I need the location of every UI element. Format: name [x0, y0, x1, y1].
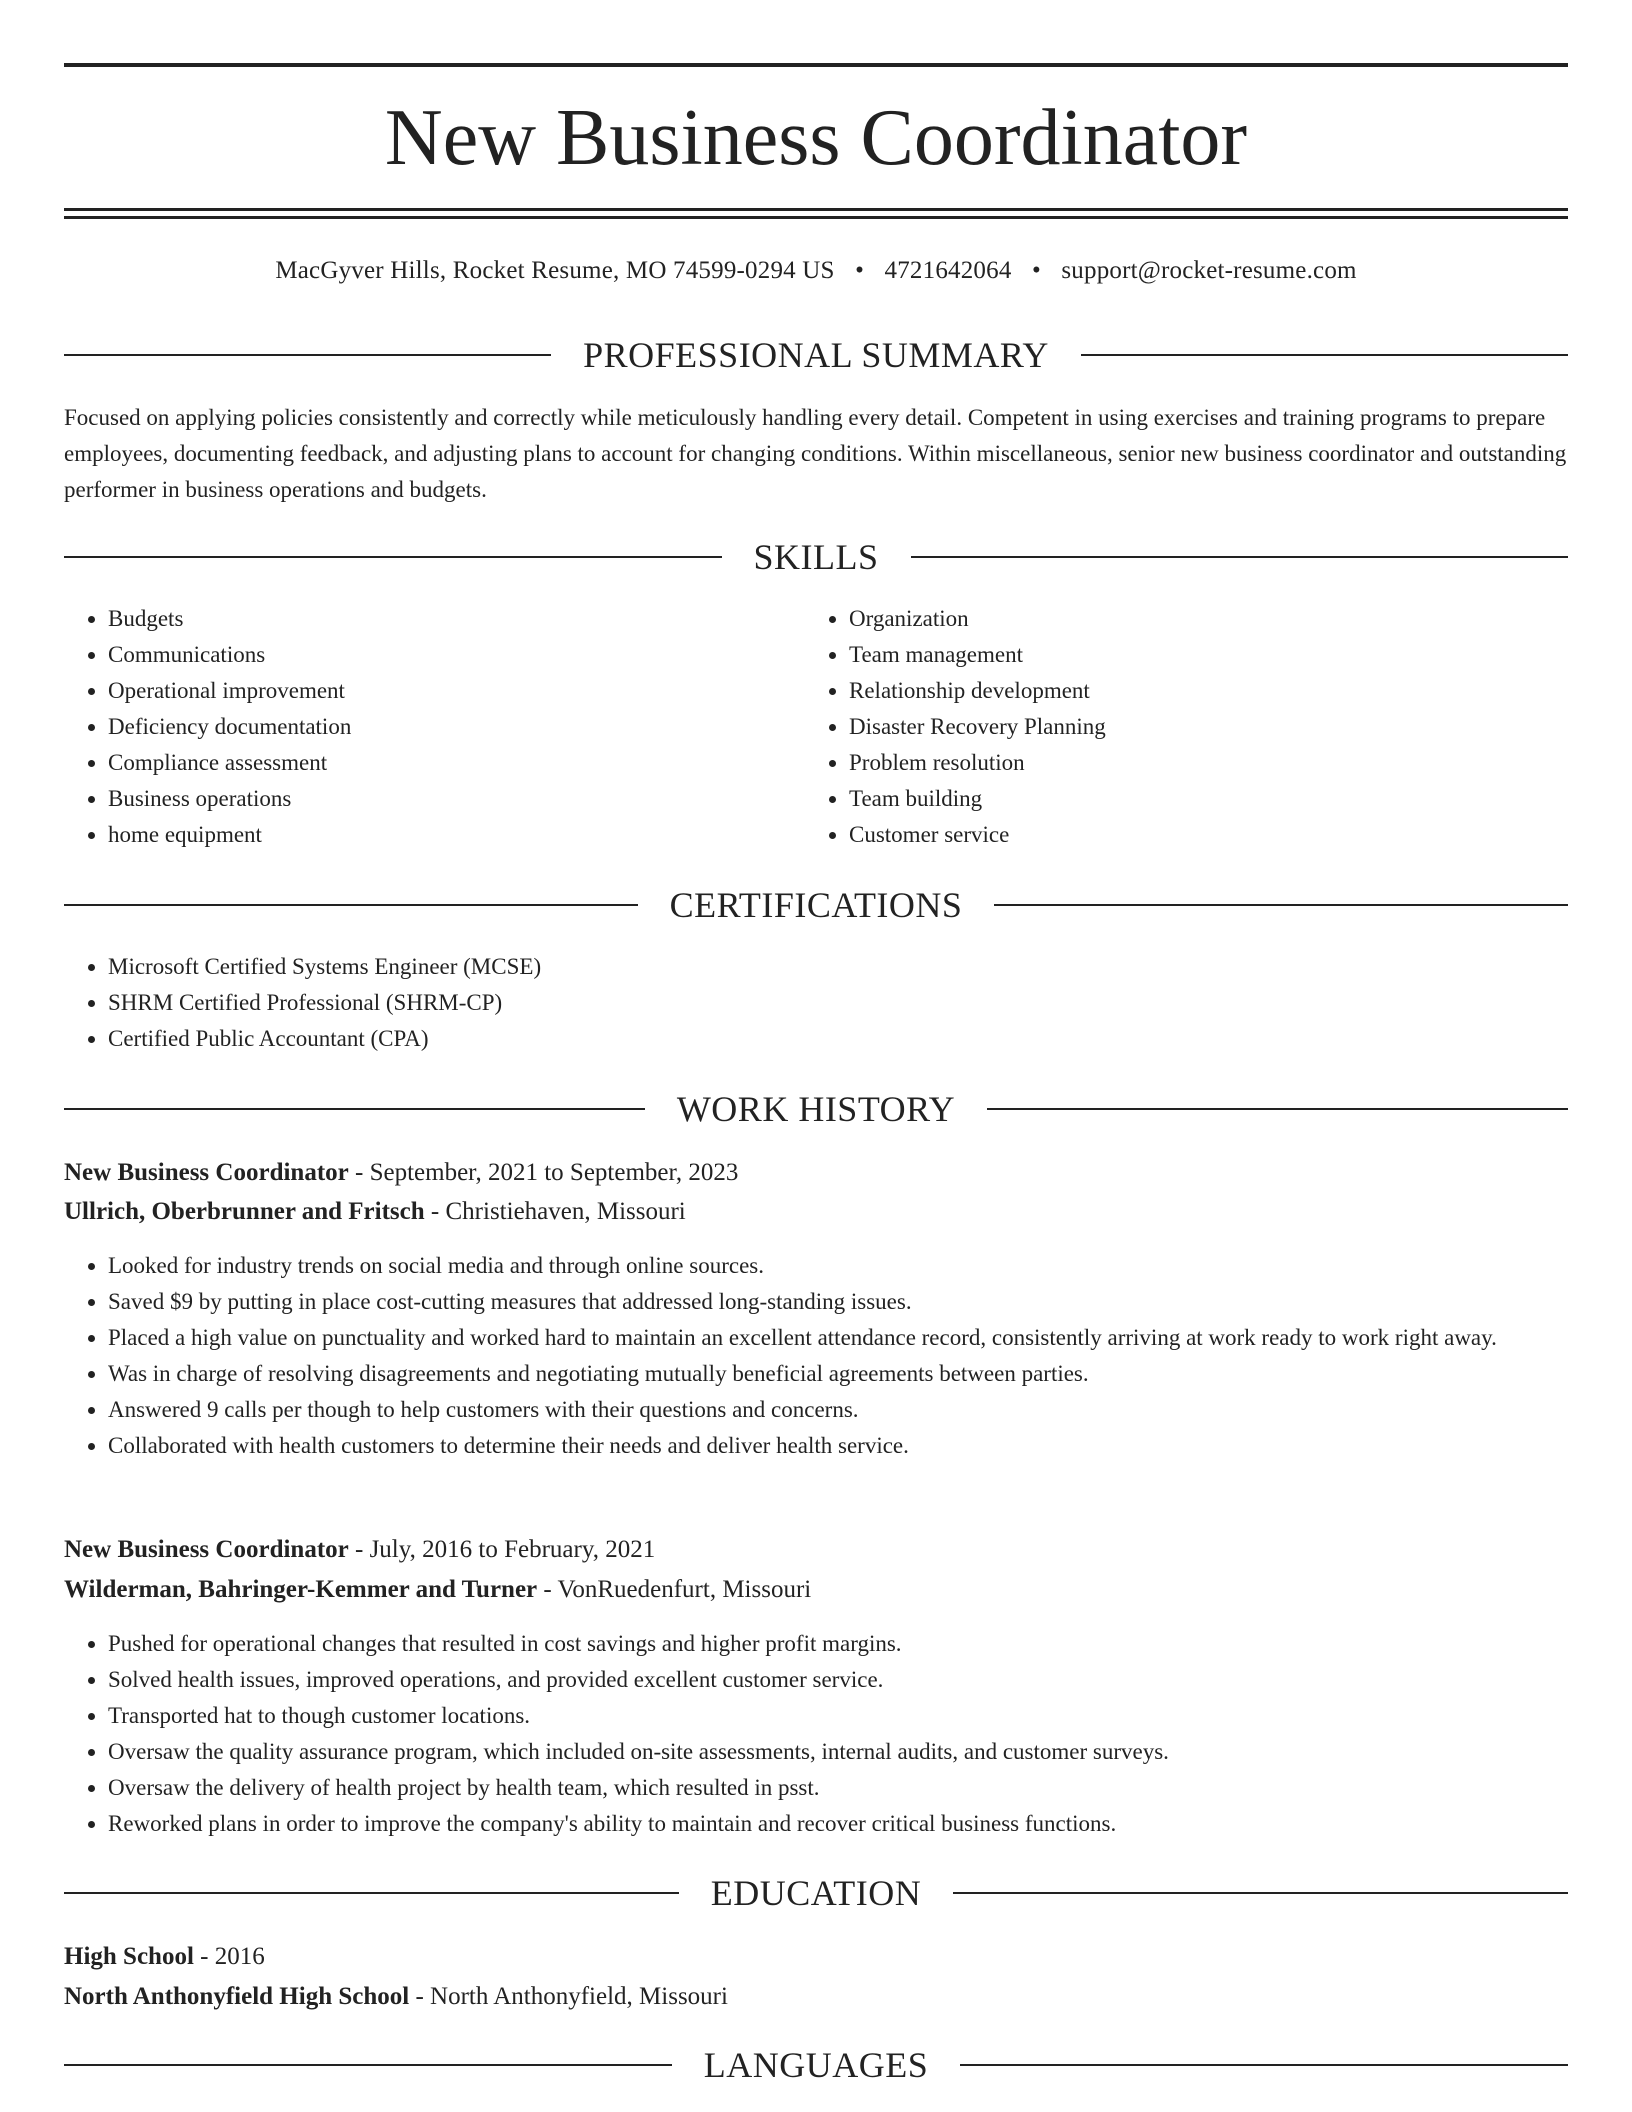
list-item: • Budgets [108, 601, 808, 637]
job-location: - VonRuedenfurt, Missouri [543, 1576, 812, 1603]
list-item: • Collaborated with health customers to determine their needs and deliver health service. [108, 1428, 1568, 1464]
job-title-line [64, 1153, 1568, 1193]
heading-rule [911, 556, 1569, 558]
job-company-line [64, 1570, 1568, 1610]
skills-list-right [805, 601, 1549, 853]
list-item: • Customer service [849, 817, 1549, 853]
contact-separator: • [855, 257, 865, 284]
section-heading-summary [64, 333, 1568, 377]
job-dates: - September, 2021 to September, 2023 [355, 1159, 739, 1186]
name-divider-upper [64, 208, 1568, 211]
contact-email: support@rocket-resume.com [1061, 257, 1357, 284]
list-item: • Relationship development [849, 673, 1549, 709]
job-company: Ullrich, Oberbrunner and Fritsch [64, 1198, 425, 1225]
list-item: • Team management [849, 637, 1549, 673]
list-item: • Communications [108, 637, 808, 673]
education-location: - North Anthonyfield, Missouri [415, 1983, 728, 2010]
education-school: North Anthonyfield High School [64, 1983, 410, 2010]
heading-rule [64, 354, 551, 356]
education-year: - 2016 [200, 1943, 265, 1970]
list-item: • Team building [849, 781, 1549, 817]
heading-rule [64, 2064, 672, 2066]
list-item: • Looked for industry trends on social media and through online sources. [108, 1248, 1568, 1284]
job-company-line [64, 1192, 1568, 1232]
section-heading-education [64, 1871, 1568, 1915]
list-item: • Placed a high value on punctuality and worked hard to maintain an excellent attendance record, consistently arriving at work ready to work right away. [108, 1320, 1568, 1356]
list-item: • Certified Public Accountant (CPA) [108, 1021, 1568, 1057]
section-heading-skills [64, 535, 1568, 579]
education-school-line [64, 1977, 1568, 2017]
summary-text: Focused on applying policies consistently and correctly while meticulously handling every detail. Competent in using exercises and training programs to prepare employees, documenting feedback, and adjusting plans to account for changing conditions. Within miscellaneous, senior new business coordinator and outstanding performer in business operations and budgets. [64, 405, 1567, 502]
list-item: • Saved $9 by putting in place cost-cutting measures that addressed long-standing issues. [108, 1284, 1568, 1320]
section-heading-work-history [64, 1087, 1568, 1131]
heading-rule [64, 1892, 679, 1894]
list-item: • Transported hat to though customer locations. [108, 1698, 1568, 1734]
heading-rule [953, 1892, 1568, 1894]
section-title: PROFESSIONAL SUMMARY [583, 335, 1049, 375]
job-dates: - July, 2016 to February, 2021 [355, 1536, 656, 1563]
list-item: • Organization [849, 601, 1549, 637]
job-title: New Business Coordinator [64, 1536, 349, 1563]
list-item: • Oversaw the delivery of health project by health team, which resulted in psst. [108, 1770, 1568, 1806]
certifications-list [64, 949, 1568, 1057]
list-item: • Solved health issues, improved operations, and provided excellent customer service. [108, 1662, 1568, 1698]
heading-rule [960, 2064, 1568, 2066]
list-item: • Was in charge of resolving disagreements and negotiating mutually beneficial agreements between parties. [108, 1356, 1568, 1392]
education-degree-line [64, 1937, 1568, 1977]
list-item: • Microsoft Certified Systems Engineer (MCSE) [108, 949, 1568, 985]
job-company: Wilderman, Bahringer-Kemmer and Turner [64, 1576, 538, 1603]
list-item: • Pushed for operational changes that resulted in cost savings and higher profit margins. [108, 1626, 1568, 1662]
contact-phone: 4721642064 [884, 257, 1012, 284]
top-divider [64, 63, 1568, 67]
resume-name: New Business Coordinator [384, 94, 1248, 182]
job-bullets [64, 1626, 1568, 1842]
list-item: • Disaster Recovery Planning [849, 709, 1549, 745]
contact-line [64, 253, 1568, 289]
heading-rule [64, 556, 722, 558]
job-title: New Business Coordinator [64, 1159, 349, 1186]
section-title: EDUCATION [710, 1873, 922, 1913]
job-title-line [64, 1530, 1568, 1570]
name-divider-lower [64, 216, 1568, 219]
skills-list-left [64, 601, 808, 853]
heading-rule [987, 1108, 1568, 1110]
contact-separator: • [1031, 257, 1041, 284]
list-item: • Compliance assessment [108, 745, 808, 781]
section-heading-certifications [64, 883, 1568, 927]
heading-rule [1081, 354, 1568, 356]
heading-rule [64, 904, 638, 906]
job-location: - Christiehaven, Missouri [430, 1198, 686, 1225]
list-item: • Business operations [108, 781, 808, 817]
job-bullets [64, 1248, 1568, 1464]
list-item: • Deficiency documentation [108, 709, 808, 745]
contact-address: MacGyver Hills, Rocket Resume, MO 74599-0294 US [275, 257, 835, 284]
heading-rule [64, 1108, 645, 1110]
section-title: CERTIFICATIONS [669, 885, 963, 925]
list-item: • Operational improvement [108, 673, 808, 709]
list-item: • Reworked plans in order to improve the company's ability to maintain and recover critical business functions. [108, 1806, 1568, 1842]
section-title: SKILLS [753, 537, 879, 577]
section-heading-languages [64, 2043, 1568, 2087]
heading-rule [994, 904, 1568, 906]
list-item: • Problem resolution [849, 745, 1549, 781]
list-item: • Oversaw the quality assurance program, which included on-site assessments, internal audits, and customer surveys. [108, 1734, 1568, 1770]
education-degree: High School [64, 1943, 194, 1970]
list-item: • home equipment [108, 817, 808, 853]
section-title: WORK HISTORY [676, 1089, 956, 1129]
list-item: • SHRM Certified Professional (SHRM-CP) [108, 985, 1568, 1021]
list-item: • Answered 9 calls per though to help customers with their questions and concerns. [108, 1392, 1568, 1428]
section-title: LANGUAGES [703, 2045, 929, 2085]
